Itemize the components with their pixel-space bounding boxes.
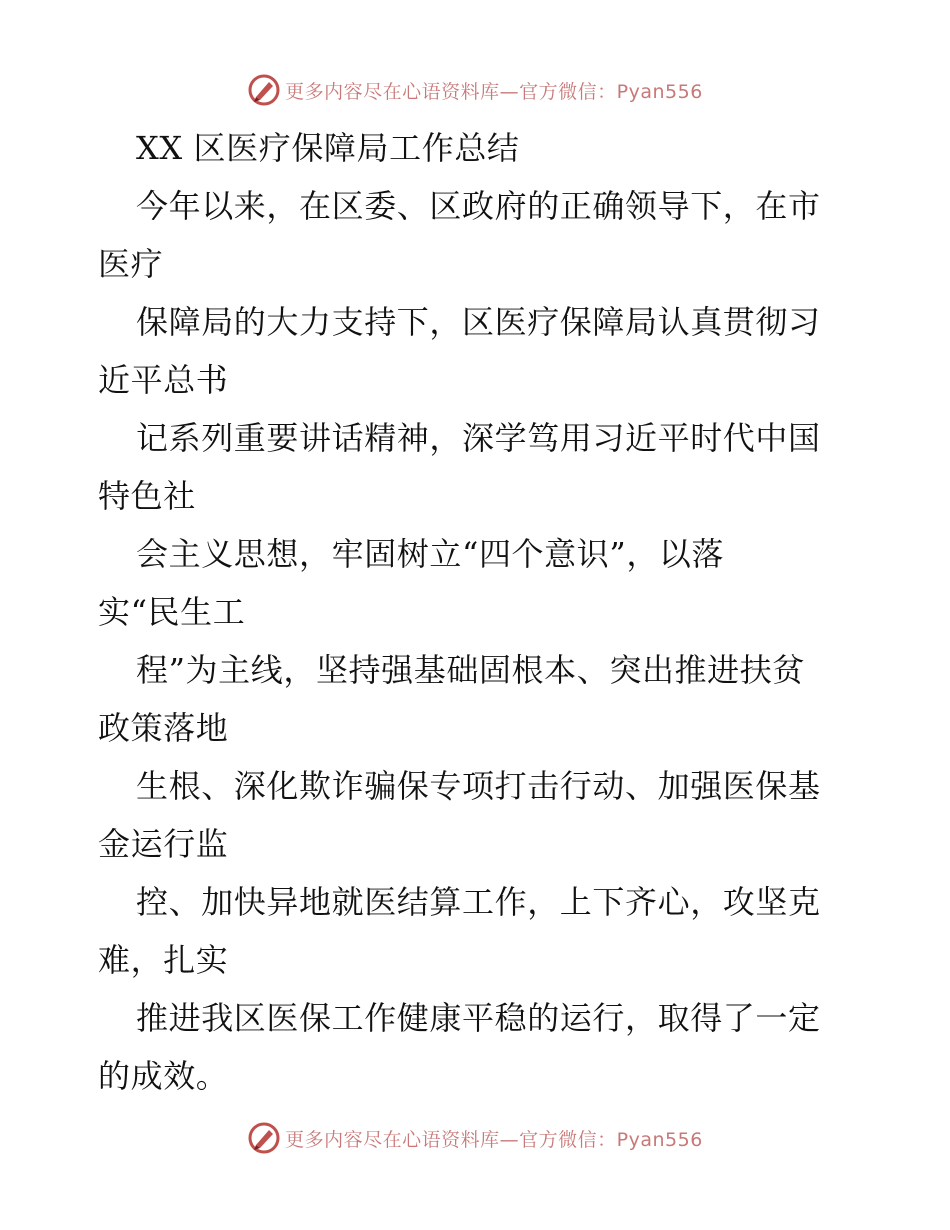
text-line: 控、加快异地就医结算工作，上下齐心，攻坚克: [136, 883, 821, 921]
header-banner-text: 更多内容尽在心语资料库—官方微信：Pyan556: [285, 80, 703, 103]
text-line: 记系列重要讲话精神，深学笃用习近平时代中国: [136, 419, 821, 457]
text-line: 难，扎实: [98, 941, 229, 979]
text-line: 生根、深化欺诈骗保专项打击行动、加强医保基: [136, 767, 821, 805]
text-line: 金运行监: [98, 825, 229, 863]
header-banner: [0, 70, 950, 110]
text-line: 的成效。: [98, 1057, 229, 1095]
text-line: 程”为主线，坚持强基础固根本、突出推进扶贫: [136, 651, 805, 689]
footer-banner-text: 更多内容尽在心语资料库—官方微信：Pyan556: [285, 1128, 703, 1151]
text-line: 保障局的大力支持下，区医疗保障局认真贯彻习: [136, 303, 821, 341]
pen-logo-icon: [247, 1121, 281, 1155]
text-line: 推进我区医保工作健康平稳的运行，取得了一定: [136, 999, 821, 1037]
text-line: 医疗: [98, 245, 164, 283]
document-title: XX 区医疗保障局工作总结: [136, 129, 520, 167]
text-line: 近平总书: [98, 361, 229, 399]
text-line: 今年以来，在区委、区政府的正确领导下，在市: [136, 187, 821, 225]
text-line: 特色社: [98, 477, 196, 515]
pen-logo-icon: [247, 73, 281, 107]
text-line: 会主义思想，牢固树立“四个意识”，以落: [136, 535, 725, 573]
text-line: 实“民生工: [98, 593, 246, 631]
text-line: 政策落地: [98, 709, 229, 747]
footer-banner: [0, 1118, 950, 1158]
